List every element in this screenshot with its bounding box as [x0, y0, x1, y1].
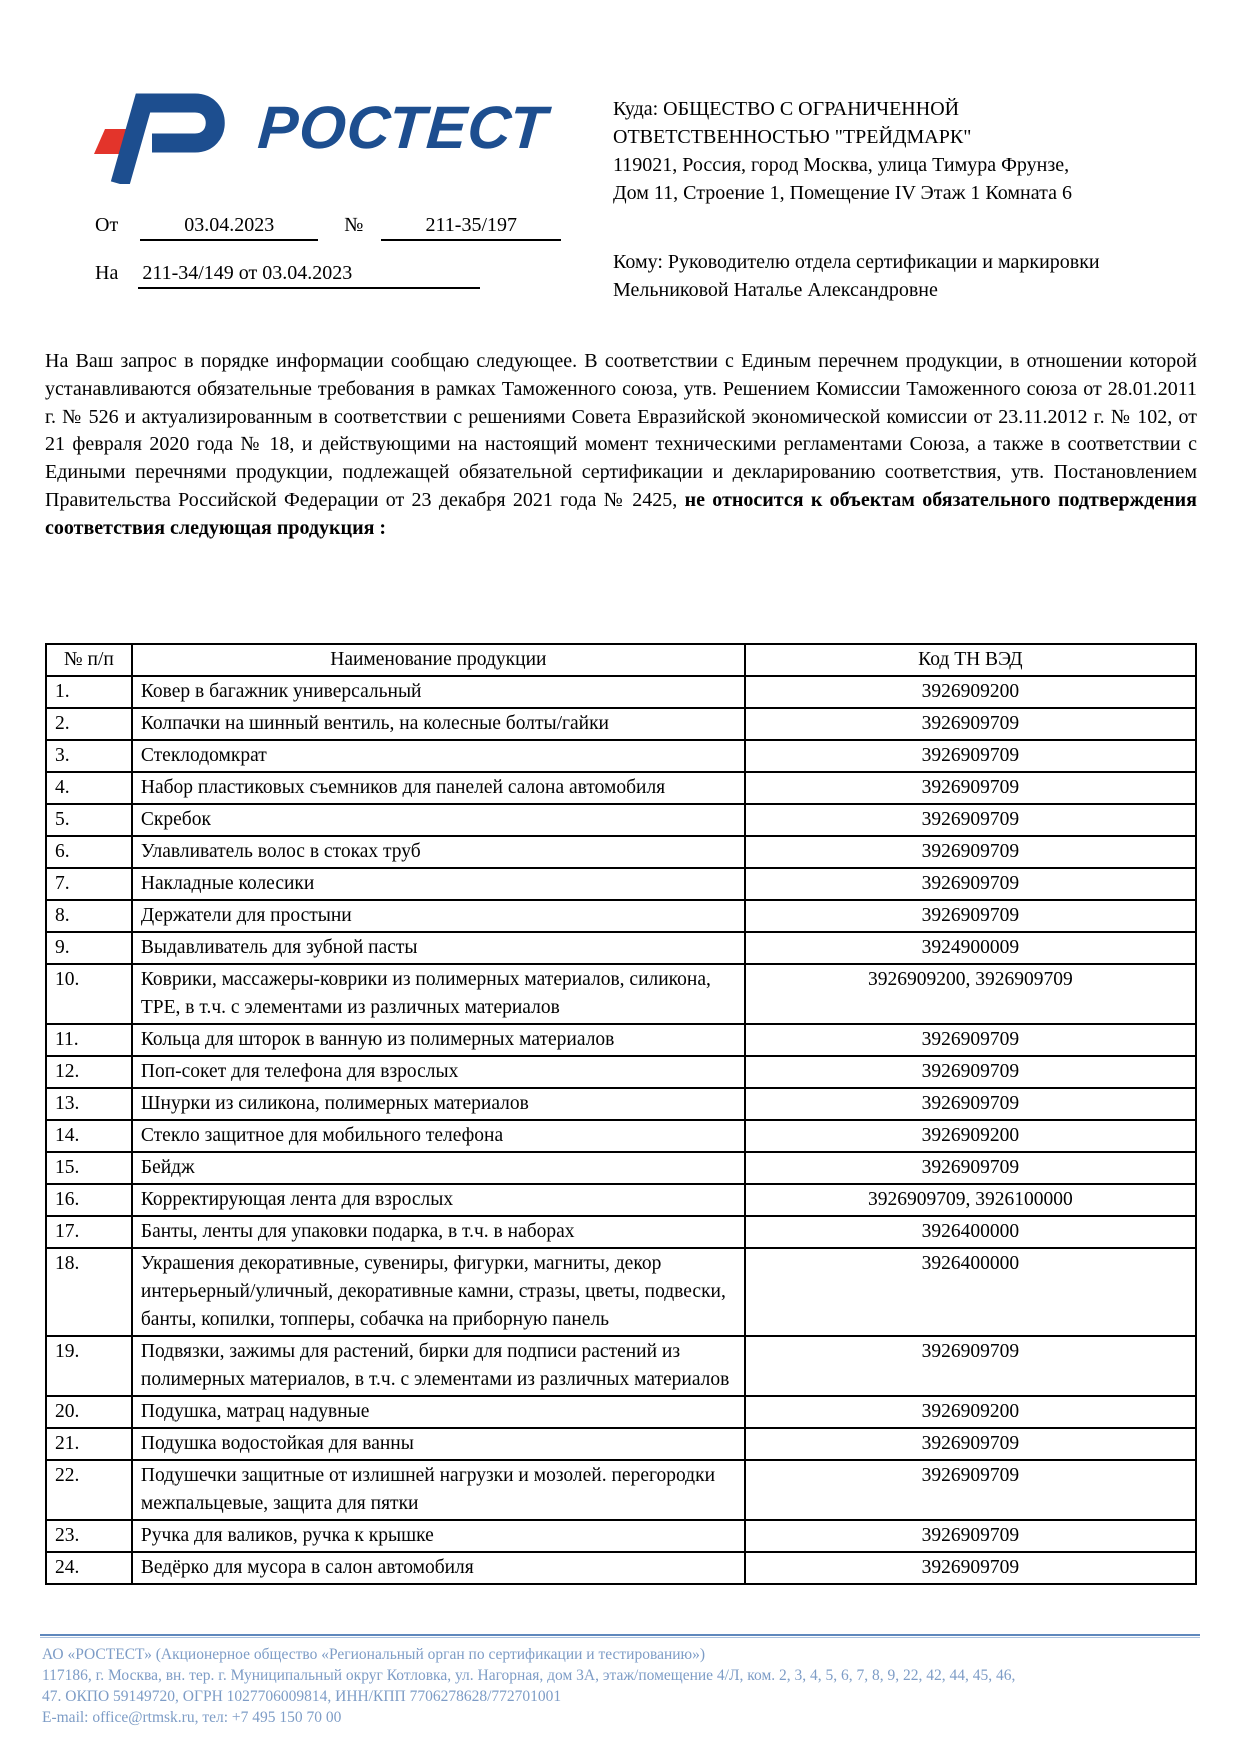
rostest-logo-icon — [92, 78, 232, 184]
letter-meta-reference — [95, 262, 480, 289]
row-number-cell: 15. — [46, 1152, 132, 1184]
row-number-cell: 6. — [46, 836, 132, 868]
product-name-cell: Накладные колесики — [132, 868, 745, 900]
tnved-code-cell: 3926400000 — [745, 1216, 1196, 1248]
rostest-logo — [92, 78, 550, 184]
row-number-cell: 4. — [46, 772, 132, 804]
from-date-value: 03.04.2023 — [140, 214, 318, 241]
footer-divider — [40, 1634, 1200, 1638]
table-row — [46, 708, 1196, 740]
row-number-cell: 8. — [46, 900, 132, 932]
product-name-cell: Держатели для простыни — [132, 900, 745, 932]
table-row — [46, 740, 1196, 772]
tnved-code-cell: 3926909709 — [745, 1552, 1196, 1584]
tnved-code-cell: 3926909709 — [745, 1088, 1196, 1120]
table-row — [46, 1120, 1196, 1152]
product-name-cell: Банты, ленты для упаковки подарка, в т.ч. в наборах — [132, 1216, 745, 1248]
row-number-cell: 21. — [46, 1428, 132, 1460]
products-table-head — [46, 644, 1196, 676]
table-row — [46, 1428, 1196, 1460]
table-row — [46, 772, 1196, 804]
tnved-code-cell: 3926909200 — [745, 1120, 1196, 1152]
header-cell-number: № п/п — [46, 644, 132, 676]
reference-label: На — [95, 262, 119, 284]
tnved-code-cell: 3926909709 — [745, 804, 1196, 836]
table-row — [46, 1056, 1196, 1088]
row-number-cell: 13. — [46, 1088, 132, 1120]
row-number-cell: 9. — [46, 932, 132, 964]
product-name-cell: Стеклодомкрат — [132, 740, 745, 772]
table-header-row — [46, 644, 1196, 676]
table-row — [46, 1184, 1196, 1216]
row-number-cell: 22. — [46, 1460, 132, 1520]
header-cell-tnved-code: Код ТН ВЭД — [745, 644, 1196, 676]
footer-address-line: 117186, г. Москва, вн. тер. г. Муниципальный округ Котловка, ул. Нагорная, дом 3А, этаж/помещение 4/Л, ком. 2, 3, 4, 5, 6, 7, 8, 9, 22, 42, 44, 45, 46, — [42, 1667, 1016, 1684]
tnved-code-cell: 3926909200 — [745, 676, 1196, 708]
tnved-code-cell: 3926909200 — [745, 1396, 1196, 1428]
row-number-cell: 14. — [46, 1120, 132, 1152]
row-number-cell: 20. — [46, 1396, 132, 1428]
tnved-code-cell: 3926909709 — [745, 836, 1196, 868]
table-row — [46, 676, 1196, 708]
product-name-cell: Подушечки защитные от излишней нагрузки и мозолей. перегородки межпальцевые, защита для пятки — [132, 1460, 745, 1520]
table-row — [46, 804, 1196, 836]
tnved-code-cell: 3926909709 — [745, 740, 1196, 772]
table-row — [46, 1460, 1196, 1520]
number-label: № — [344, 214, 364, 236]
table-row — [46, 836, 1196, 868]
products-table — [45, 643, 1197, 1585]
product-name-cell: Корректирующая лента для взрослых — [132, 1184, 745, 1216]
from-label: От — [95, 214, 119, 236]
body-text-regular: На Ваш запрос в порядке информации сообщаю следующее. В соответствии с Единым перечнем продукции, в отношении которой устанавливаются обязательные требования в рамках Таможенного союза, утв. Решением Комиссии Таможенного союза от 28.01.2011 г. № 526 и актуализированным в соответствии с решениями Совета Евразийской экономической комиссии от 23.11.2012 г. № 102, от 21 февраля 2020 года № 18, и действующими на настоящий момент техническими регламентами Союза, а также в соответствии с Едиными перечнями продукции, подлежащей обязательной сертификации и декларированию соответствия, утв. Постановлением Правительства Российской Федерации от 23 декабря 2021 года № 2425, — [45, 350, 1197, 511]
row-number-cell: 10. — [46, 964, 132, 1024]
recipient-address-block — [613, 95, 1105, 207]
table-row — [46, 1552, 1196, 1584]
product-name-cell: Скребок — [132, 804, 745, 836]
product-name-cell: Шнурки из силикона, полимерных материалов — [132, 1088, 745, 1120]
product-name-cell: Набор пластиковых съемников для панелей салона автомобиля — [132, 772, 745, 804]
product-name-cell: Ковер в багажник универсальный — [132, 676, 745, 708]
table-row — [46, 1248, 1196, 1336]
row-number-cell: 11. — [46, 1024, 132, 1056]
recipient-address: 119021, Россия, город Москва, улица Тимура Фрунзе, Дом 11, Строение 1, Помещение IV Этаж 1 Комната 6 — [613, 154, 1072, 204]
row-number-cell: 16. — [46, 1184, 132, 1216]
products-table-body — [46, 676, 1196, 1584]
row-number-cell: 12. — [46, 1056, 132, 1088]
product-name-cell: Колпачки на шинный вентиль, на колесные болты/гайки — [132, 708, 745, 740]
product-name-cell: Улавливатель волос в стоках труб — [132, 836, 745, 868]
row-number-cell: 5. — [46, 804, 132, 836]
product-name-cell: Украшения декоративные, сувениры, фигурки, магниты, декор интерьерный/уличный, декоративные камни, стразы, цветы, подвески, банты, копилки, топперы, собачка на приборную панель — [132, 1248, 745, 1336]
tnved-code-cell: 3926909709, 3926100000 — [745, 1184, 1196, 1216]
tnved-code-cell: 3926909709 — [745, 1336, 1196, 1396]
product-name-cell: Ручка для валиков, ручка к крышке — [132, 1520, 745, 1552]
product-name-cell: Бейдж — [132, 1152, 745, 1184]
table-row — [46, 1088, 1196, 1120]
tnved-code-cell: 3926909709 — [745, 708, 1196, 740]
tnved-code-cell: 3926909709 — [745, 1520, 1196, 1552]
table-row — [46, 932, 1196, 964]
product-name-cell: Поп-сокет для телефона для взрослых — [132, 1056, 745, 1088]
body-paragraph — [45, 348, 1197, 543]
row-number-cell: 23. — [46, 1520, 132, 1552]
recipient-person-block — [613, 248, 1105, 304]
recipient-name: Мельниковой Наталье Александровне — [613, 279, 938, 301]
tnved-code-cell: 3924900009 — [745, 932, 1196, 964]
reference-value: 211-34/149 от 03.04.2023 — [138, 262, 480, 289]
tnved-code-cell: 3926909709 — [745, 1056, 1196, 1088]
tnved-code-cell: 3926909200, 3926909709 — [745, 964, 1196, 1024]
tnved-code-cell: 3926909709 — [745, 1152, 1196, 1184]
row-number-cell: 17. — [46, 1216, 132, 1248]
row-number-cell: 2. — [46, 708, 132, 740]
tnved-code-cell: 3926909709 — [745, 900, 1196, 932]
product-name-cell: Кольца для шторок в ванную из полимерных материалов — [132, 1024, 745, 1056]
tnved-code-cell: 3926909709 — [745, 1024, 1196, 1056]
tnved-code-cell: 3926909709 — [745, 1460, 1196, 1520]
table-row — [46, 1216, 1196, 1248]
product-name-cell: Коврики, массажеры-коврики из полимерных материалов, силикона, TPE, в т.ч. с элементами из различных материалов — [132, 964, 745, 1024]
tnved-code-cell: 3926909709 — [745, 772, 1196, 804]
table-row — [46, 964, 1196, 1024]
table-row — [46, 868, 1196, 900]
row-number-cell: 18. — [46, 1248, 132, 1336]
row-number-cell: 3. — [46, 740, 132, 772]
footer-block — [42, 1644, 1202, 1728]
row-number-cell: 19. — [46, 1336, 132, 1396]
table-row — [46, 1520, 1196, 1552]
letter-number-value: 211-35/197 — [381, 214, 561, 241]
rostest-logo-text: РОСТЕСТ — [255, 94, 550, 161]
table-row — [46, 900, 1196, 932]
recipient-company: Куда: ОБЩЕСТВО С ОГРАНИЧЕННОЙ ОТВЕТСТВЕННОСТЬЮ "ТРЕЙДМАРК" — [613, 98, 972, 148]
product-name-cell: Выдавливатель для зубной пасты — [132, 932, 745, 964]
letter-meta-from — [95, 214, 561, 241]
product-name-cell: Ведёрко для мусора в салон автомобиля — [132, 1552, 745, 1584]
table-row — [46, 1152, 1196, 1184]
product-name-cell: Подушка, матрац надувные — [132, 1396, 745, 1428]
body-text-bold: не относится к объектам обязательного подтверждения соответствия следующая продукция : — [45, 488, 1197, 539]
product-name-cell: Подвязки, зажимы для растений, бирки для подписи растений из полимерных материалов, в т.ч. с элементами из различных материалов — [132, 1336, 745, 1396]
row-number-cell: 1. — [46, 676, 132, 708]
product-name-cell: Стекло защитное для мобильного телефона — [132, 1120, 745, 1152]
header-cell-product-name: Наименование продукции — [132, 644, 745, 676]
table-row — [46, 1024, 1196, 1056]
footer-registry-line: 47. ОКПО 59149720, ОГРН 1027706009814, ИНН/КПП 7706278628/772701001 — [42, 1688, 562, 1705]
footer-contact-line: E-mail: office@rtmsk.ru, тел: +7 495 150 70 00 — [42, 1709, 342, 1726]
table-row — [46, 1336, 1196, 1396]
product-name-cell: Подушка водостойкая для ванны — [132, 1428, 745, 1460]
row-number-cell: 7. — [46, 868, 132, 900]
table-row — [46, 1396, 1196, 1428]
tnved-code-cell: 3926909709 — [745, 868, 1196, 900]
tnved-code-cell: 3926400000 — [745, 1248, 1196, 1336]
recipient-role: Кому: Руководителю отдела сертификации и маркировки — [613, 251, 1100, 273]
row-number-cell: 24. — [46, 1552, 132, 1584]
footer-company-line: АО «РОСТЕСТ» (Акционерное общество «Региональный орган по сертификации и тестированию») — [42, 1646, 706, 1663]
tnved-code-cell: 3926909709 — [745, 1428, 1196, 1460]
